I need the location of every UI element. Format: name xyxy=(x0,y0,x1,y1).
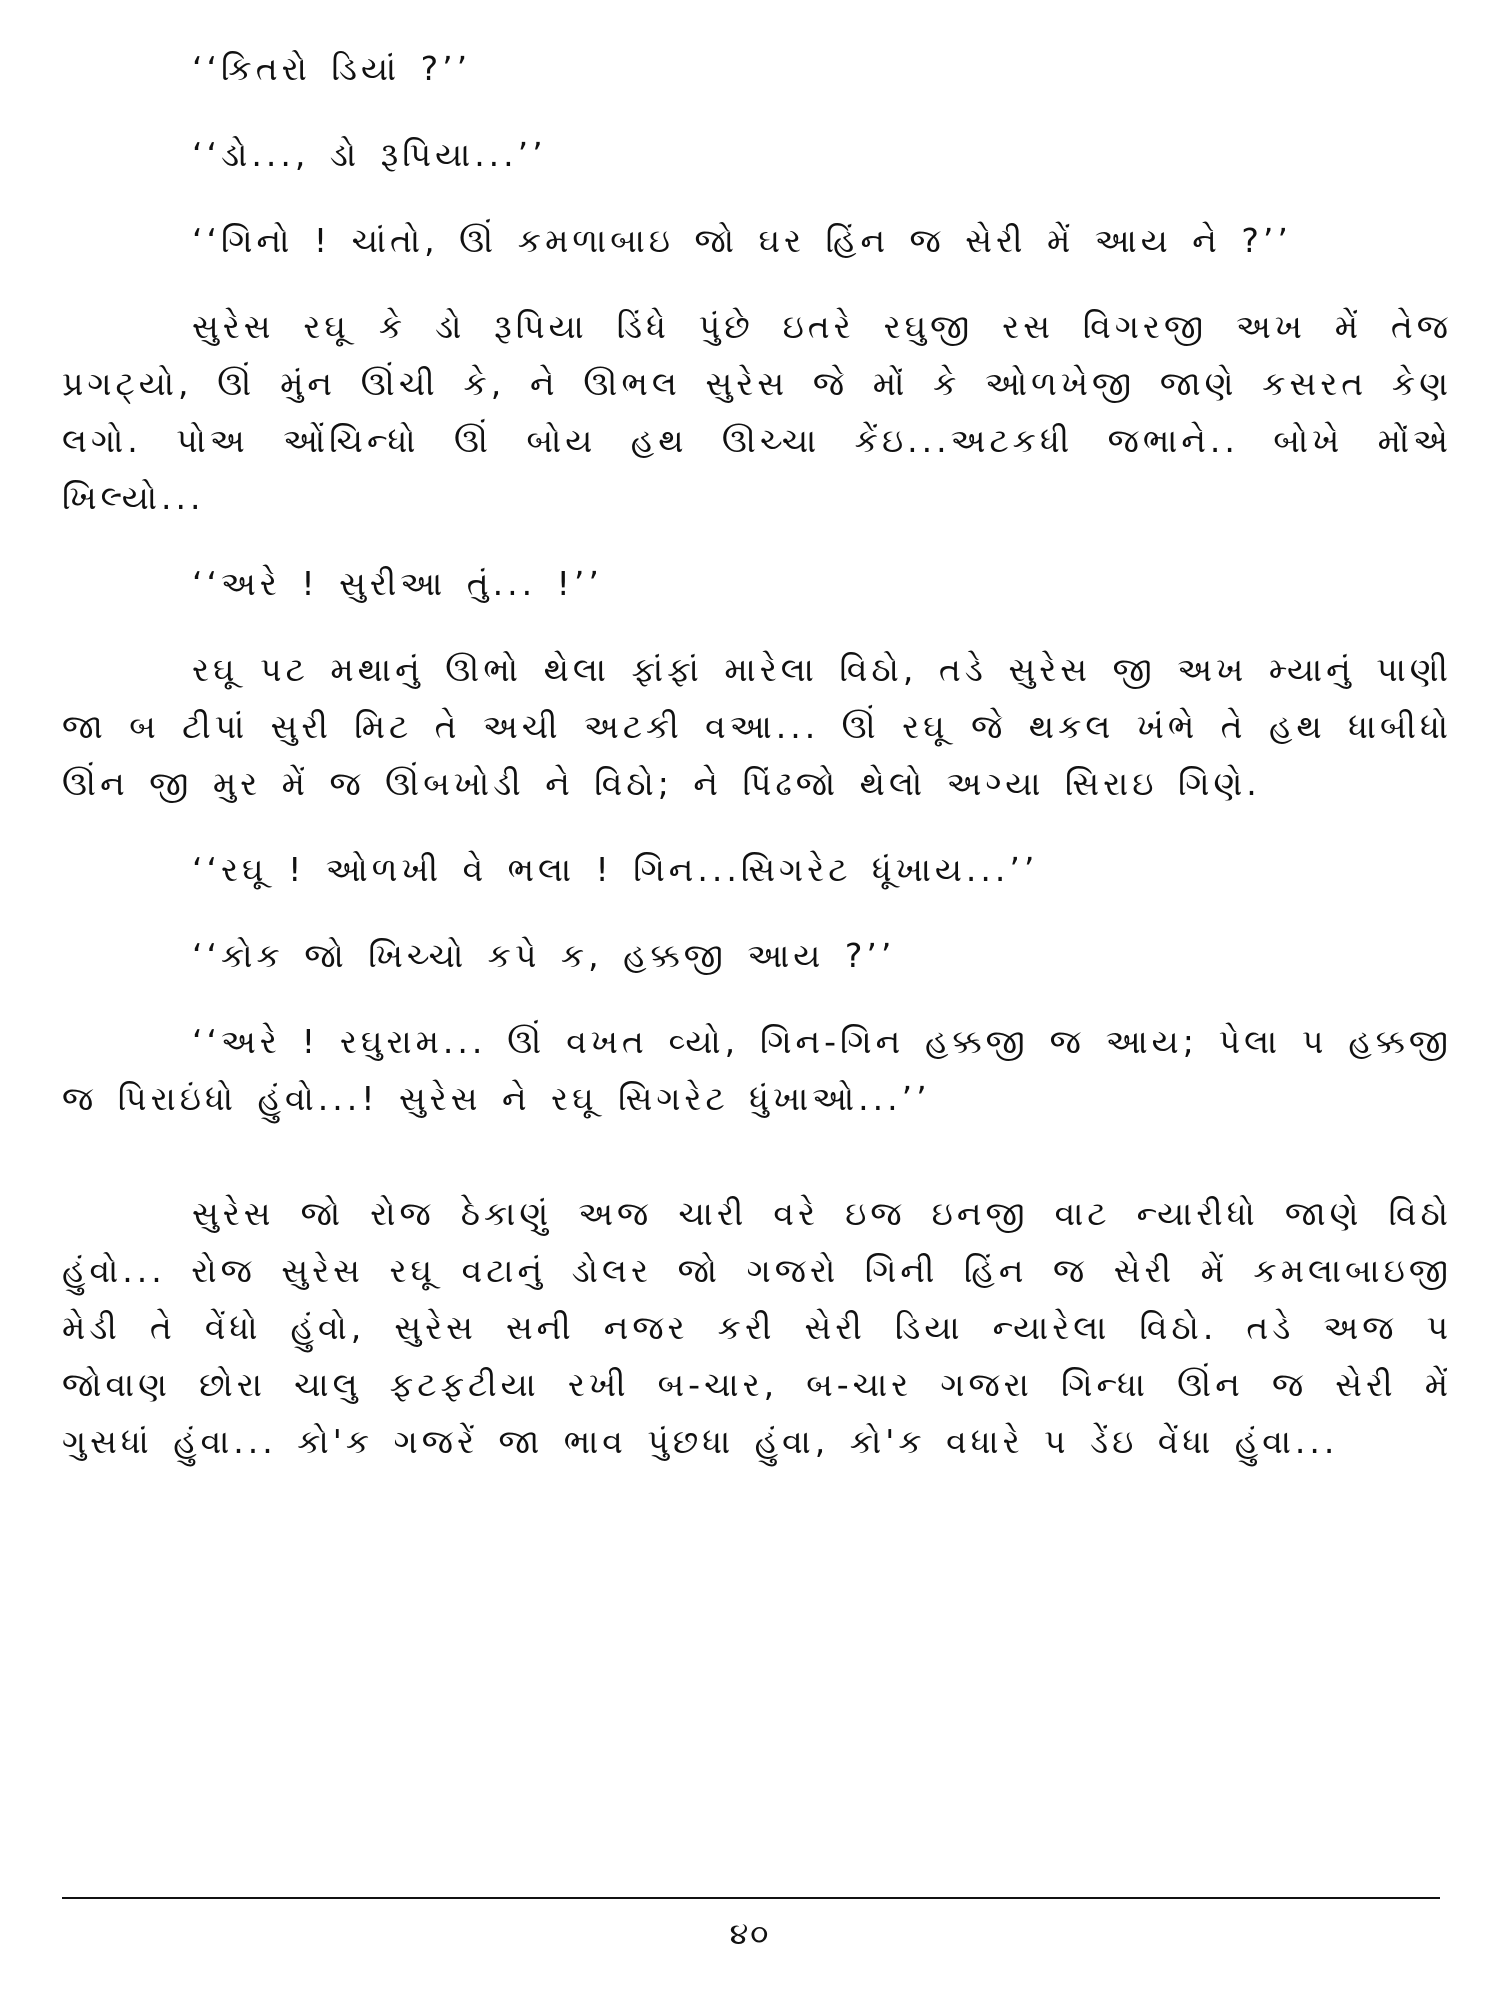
page-body-text xyxy=(62,40,1452,1499)
paragraph-2: ‘‘ડો..., ડો રૂપિયા...’’ xyxy=(192,135,547,174)
paragraph-9: ‘‘અરે ! રઘુરામ... ઊં વખત વ્યો, ગિન-ગિન હક્કજી જ આય; પેલા પ હક્કજી જ પિરાઇંધો હુંવો...! સુરેસ ને રઘૂ સિગરેટ ધુંખાઓ...’’ xyxy=(62,1022,1452,1118)
paragraph-1: ‘‘કિતરો ડિયાં ?’’ xyxy=(192,49,472,88)
paragraph-3: ‘‘ગિનો ! ચાંતો, ઊં કમળાબાઇ જો ઘર હિંન જ સેરી મેં આય ને ?’’ xyxy=(192,221,1292,260)
page-number: ૪૦ xyxy=(729,1917,771,1952)
paragraph-10: સુરેસ જો રોજ ઠેકાણું અજ ચારી વરે ઇજ ઇનજી વાટ ન્યારીધો જાણે વિઠો હુંવો... રોજ સુરેસ રઘૂ વટાનું ડોલર જો ગજરો ગિની હિંન જ સેરી મેં કમલાબાઇજી મેડી તે વેંધો હુંવો, સુરેસ સની નજર કરી સેરી ડિયા ન્યારેલા વિઠો. તડે અજ પ જોવાણ છોરા ચાલુ ફટફટીયા રખી બ-ચાર, બ-ચાર ગજરા ગિન્ધા ઊંન જ સેરી મેં ગુસધાં હુંવા... કો'ક ગજરેં જા ભાવ પુંછધા હુંવા, કો'ક વધારે પ ડેંઇ વેંધા હુંવા... xyxy=(62,1194,1452,1461)
paragraph-5: ‘‘અરે ! સુરીઆ તું... !’’ xyxy=(192,564,603,603)
paragraph-4: સુરેસ રઘૂ કે ડો રૂપિયા ડિંધે પુંછે ઇતરે રઘુજી રસ વિગરજી અખ મેં તેજ પ્રગટ્યો, ઊં મુંન ઊંચી કે, ને ઊભલ સુરેસ જે મોં કે ઓળખેજી જાણે કસરત કેણ લગો. પોઅ ઓંચિન્ધો ઊં બોય હથ ઊચ્ચા કેંઇ...અટકધી જભાને.. બોખે મોંએ ખિલ્યો... xyxy=(62,307,1452,517)
footer-divider-line xyxy=(62,1897,1440,1899)
paragraph-8: ‘‘કોક જો ખિચ્ચો કપે ક, હક્કજી આય ?’’ xyxy=(192,936,896,975)
paragraph-7: ‘‘રઘૂ ! ઓળખી વે ભલા ! ગિન...સિગરેટ ધૂંખાય...’’ xyxy=(192,850,1039,889)
paragraph-6: રઘૂ પટ મથાનું ઊભો થેલા ફાંફાં મારેલા વિઠો, તડે સુરેસ જી અખ મ્યાનું પાણી જા બ ટીપાં સુરી મિટ તે અચી અટકી વઆ... ઊં રઘૂ જે થકલ ખંભે તે હથ ધાબીધો ઊંન જી મુર મેં જ ઊંબખોડી ને વિઠો; ને પિંઢજો થેલો અગ્યા સિરાઇ ગિણે. xyxy=(62,650,1452,803)
